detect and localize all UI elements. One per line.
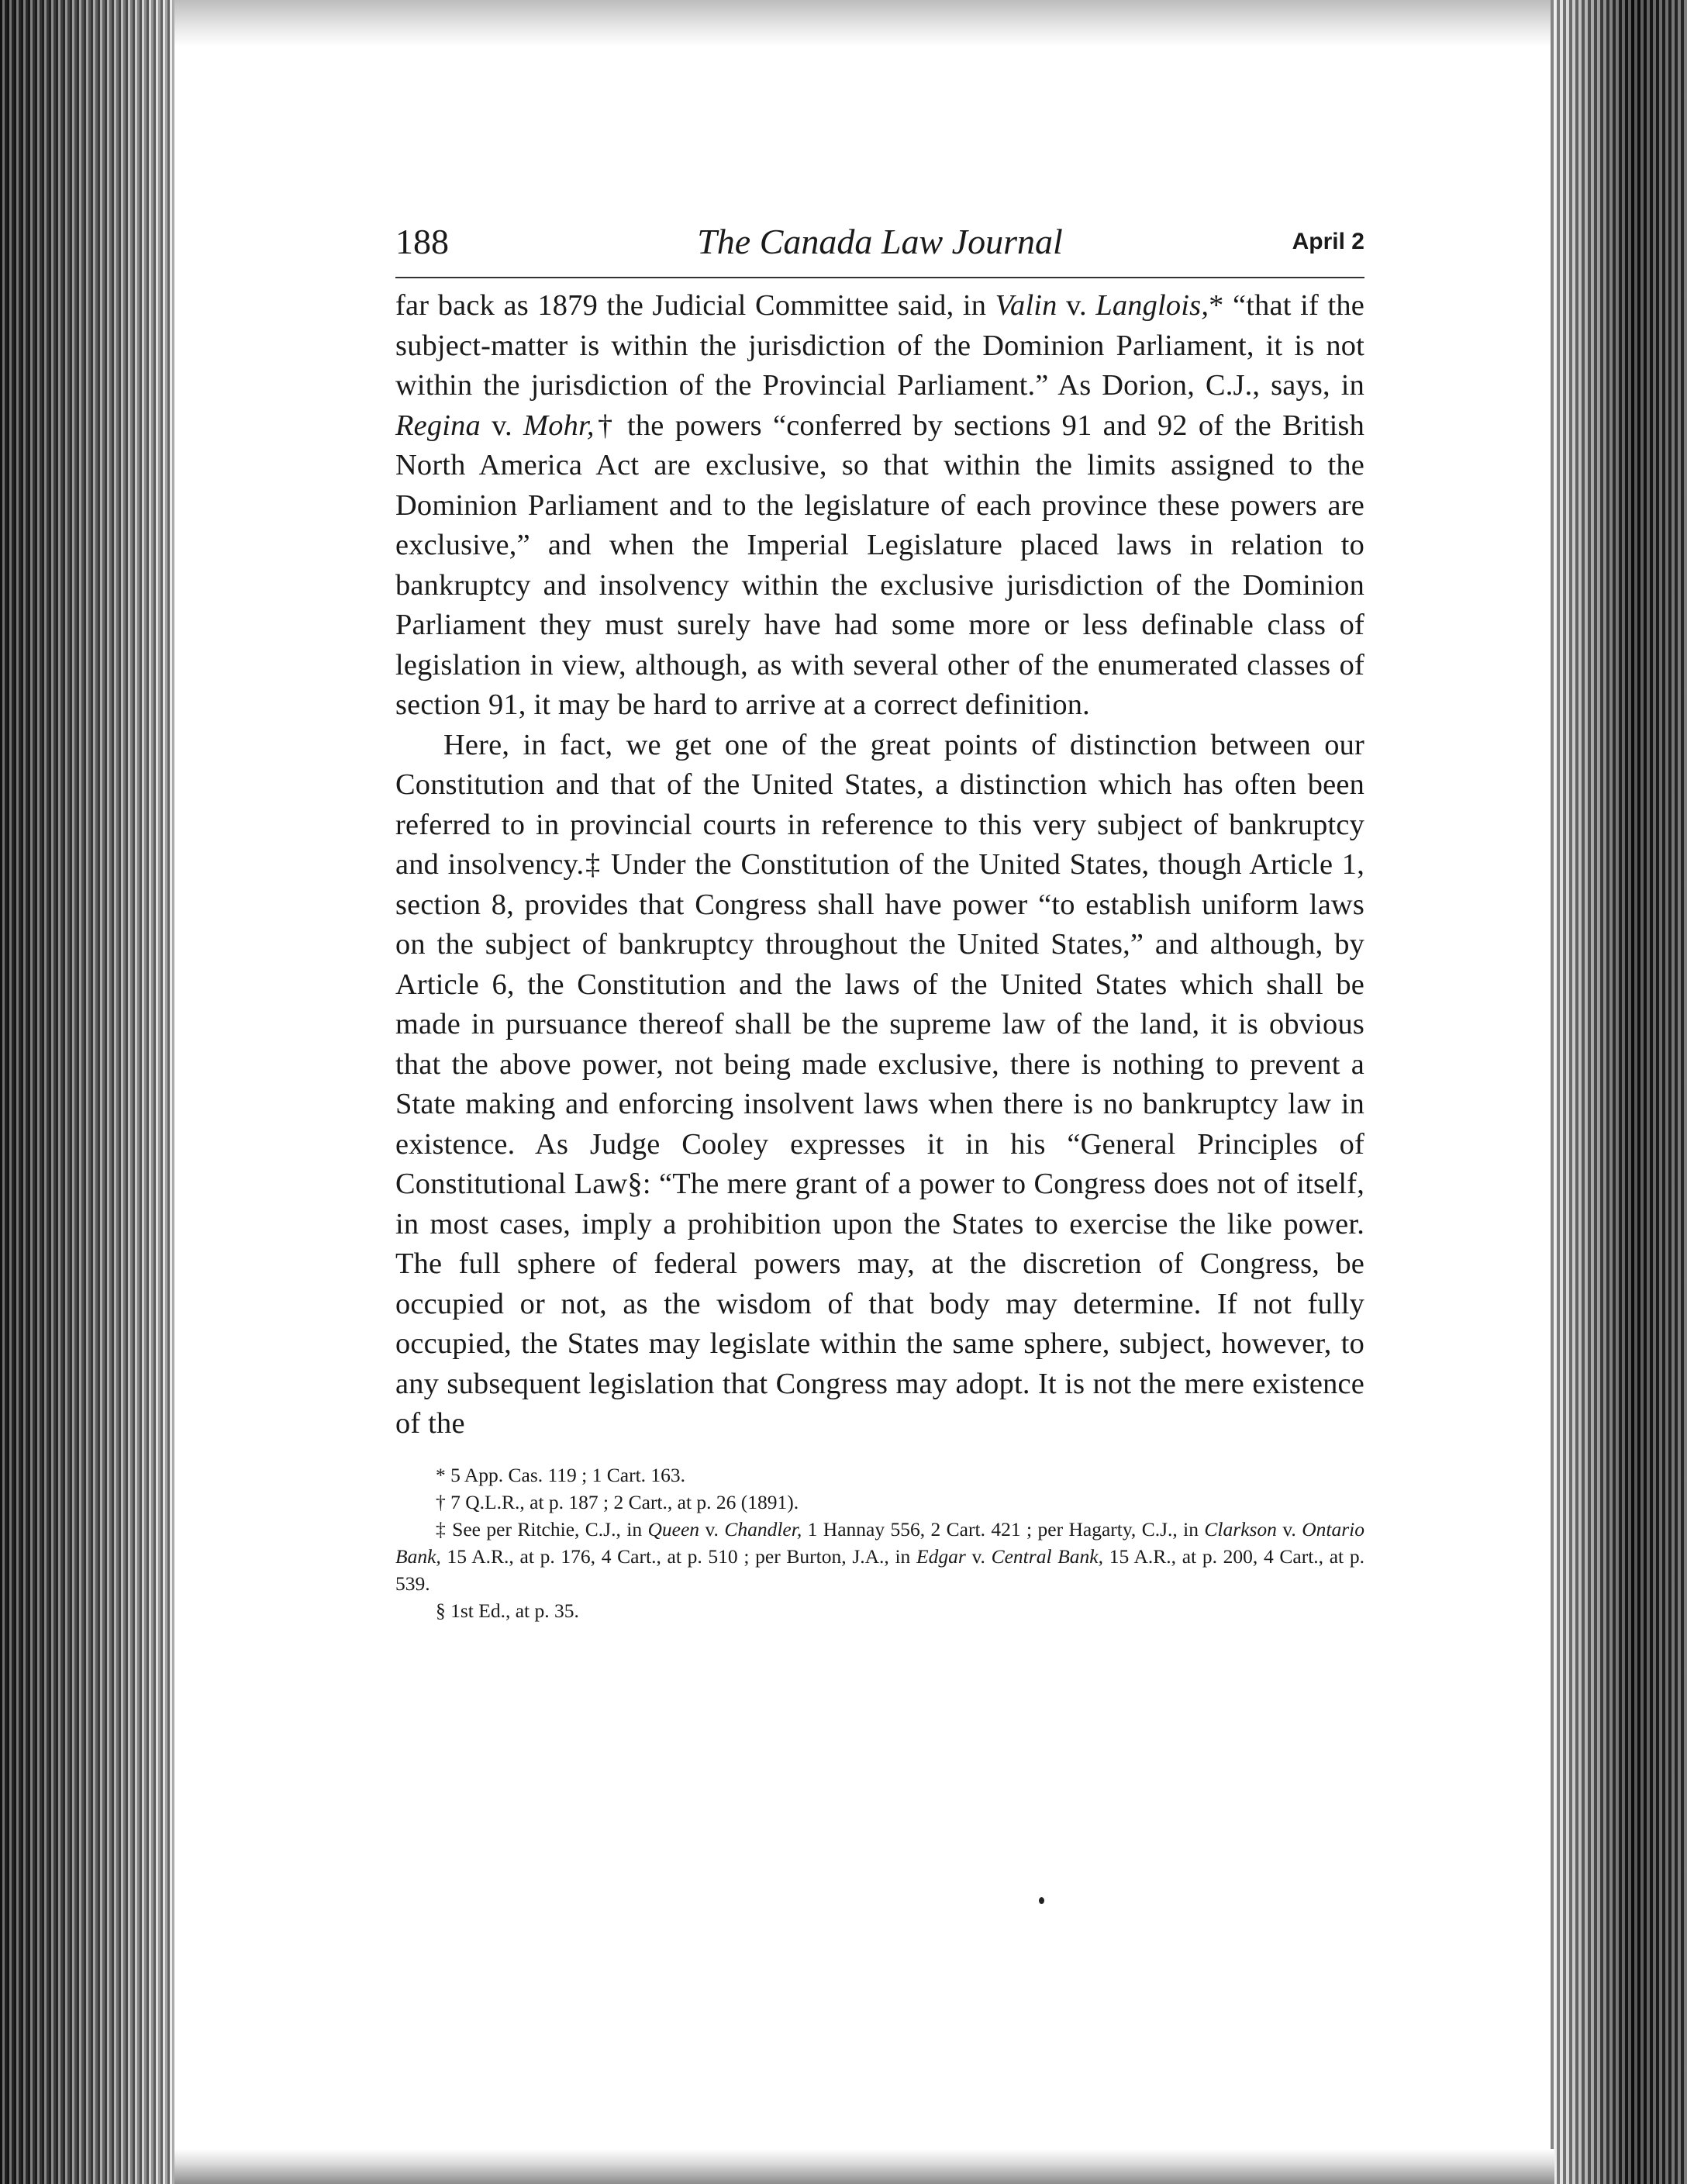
text-run: 15 A.R., at p. 176, 4 Cart., at p. 510 ; per Burton, J.A., in <box>440 1544 916 1568</box>
case-name: Chandler, <box>724 1517 802 1541</box>
footnote-3 <box>395 1516 1364 1597</box>
case-name: Queen <box>647 1517 700 1541</box>
case-name: Edgar <box>916 1544 966 1568</box>
ink-speck <box>1039 1897 1044 1904</box>
text-run: † the powers “conferred by sections 91 and 92 of the British North America Act are exclusive, so that within the limits assigned to the Dominion Parliament and to the legislature of each province these powers are exclusive,” and when the Imperial Legislature placed laws in relation to bankruptcy and insolvency within the exclusive jurisdiction of the Dominion Parliament they must surely have had some more or less definable class of legislation in view, although, as with several other of the enumerated classes of section 91, it may be hard to arrive at a correct definition. <box>395 409 1364 721</box>
footnote-2: † 7 Q.L.R., at p. 187 ; 2 Cart., at p. 26 (1891). <box>436 1490 799 1513</box>
case-name: Mohr, <box>523 409 595 442</box>
scan-edge-right <box>1551 0 1687 2184</box>
case-name: Ontario Bank, <box>395 1517 1364 1568</box>
scan-edge-top <box>174 0 1570 47</box>
scan-edge-left <box>0 0 174 2184</box>
scan-edge-bottom <box>174 2149 1554 2184</box>
text-run: v. <box>1276 1517 1302 1541</box>
text-run: 1 Hannay 556, 2 Cart. 421 ; per Hagarty, C.J., in <box>802 1517 1205 1541</box>
footnote-4: § 1st Ed., at p. 35. <box>436 1599 579 1622</box>
paragraph-2: Here, in fact, we get one of the great points of distinction between our Constitution and that of the United States, a distinction which has often been referred to in provincial courts in reference to this very subject of bankruptcy and insolvency.‡ Under the Constitution of the United States, though Article 1, section 8, provides that Congress shall have power “to establish uniform laws on the subject of bankruptcy throughout the United States,” and although, by Article 6, the Constitution and the laws of the United States which shall be made in pursuance thereof shall be the supreme law of the land, it is obvious that the above power, not being made exclusive, there is nothing to prevent a State making and enforcing insolvent laws when there is no bankruptcy law in existence. As Judge Cooley expresses it in his “General Principles of Constitutional Law§: “The mere grant of a power to Congress does not of itself, in most cases, imply a prohibition upon the States to exercise the like power. The full sphere of federal powers may, at the discretion of Congress, be occupied or not, as the wisdom of that body may determine. If not fully occupied, the States may legislate within the same sphere, subject, however, to any subsequent legislation that Congress may adopt. It is not the mere existence of the <box>395 728 1364 1440</box>
text-run: v. <box>1057 289 1096 322</box>
page-number: 188 <box>395 222 449 261</box>
case-name: Valin <box>995 289 1057 322</box>
paragraph-1 <box>395 286 1364 726</box>
text-run: v. <box>699 1517 725 1541</box>
case-name: Central Bank, <box>991 1544 1103 1568</box>
journal-page <box>395 221 1364 1624</box>
text-run: v. <box>965 1544 992 1568</box>
text-run: ‡ See per Ritchie, C.J., in <box>436 1517 648 1541</box>
case-name: Langlois, <box>1095 289 1209 322</box>
page-header <box>395 221 1364 278</box>
case-name: Clarkson <box>1204 1517 1277 1541</box>
issue-date: April 2 <box>1292 229 1364 254</box>
footnote-1: * 5 App. Cas. 119 ; 1 Cart. 163. <box>436 1463 686 1486</box>
case-name: Regina <box>395 409 481 442</box>
text-run: * “that if the subject-matter is within the jurisdiction of the Dominion Parliament, it is not within the jurisdiction of the Provincial Parliament.” As Dorion, C.J., says, in <box>395 289 1365 402</box>
article-body <box>395 286 1364 1444</box>
text-run: far back as 1879 the Judicial Committee said, in <box>395 289 995 322</box>
journal-title: The Canada Law Journal <box>697 222 1063 261</box>
footnotes <box>395 1461 1364 1624</box>
text-run: v. <box>480 409 524 442</box>
text-run: 15 A.R., at p. 200, 4 Cart., at p. 539. <box>395 1544 1364 1595</box>
